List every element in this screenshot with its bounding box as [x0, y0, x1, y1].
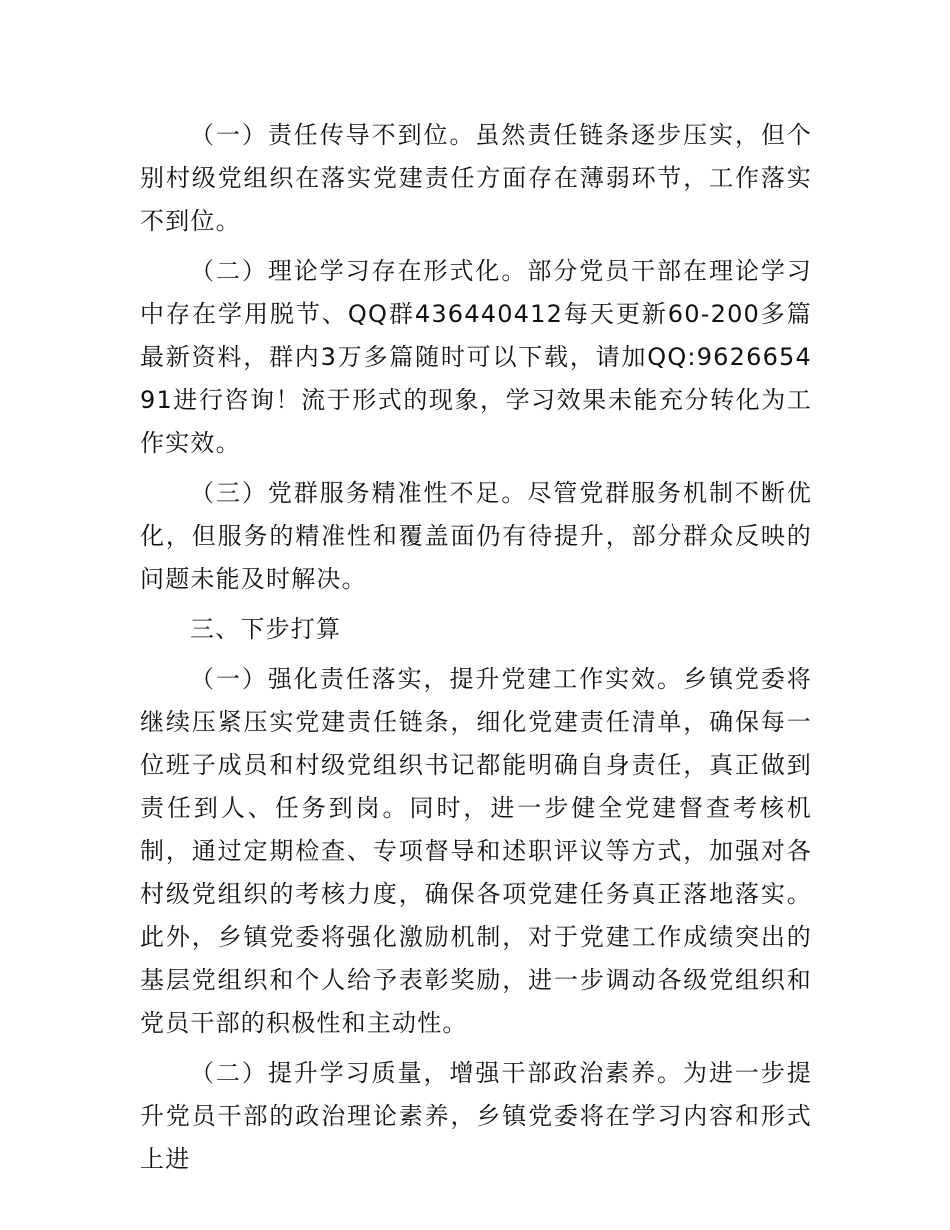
paragraph-service-precision: （三）党群服务精准性不足。尽管党群服务机制不断优化，但服务的精准性和覆盖面仍有待提升，部分群众反映的问题未能及时解决。: [140, 479, 812, 593]
document-body: [140, 114, 812, 1188]
paragraph-improve-study-quality: （二）提升学习质量，增强干部政治素养。为进一步提升党员干部的政治理论素养，乡镇党委将在学习内容和形式上进: [140, 1059, 812, 1173]
paragraph-responsibility-transmission: （一）责任传导不到位。虽然责任链条逐步压实，但个别村级党组织在落实党建责任方面存在薄弱环节，工作落实不到位。: [140, 121, 812, 235]
paragraph-theory-study: （二）理论学习存在形式化。部分党员干部在理论学习中存在学用脱节、QQ群436440412每天更新60-200多篇最新资料，群内3万多篇随时可以下载，请加QQ:962665491进行咨询！流于形式的现象，学习效果未能充分转化为工作实效。: [140, 257, 812, 457]
section-heading-next-plans: 三、下步打算: [190, 615, 342, 643]
paragraph-strengthen-responsibility: （一）强化责任落实，提升党建工作实效。乡镇党委将继续压紧压实党建责任链条，细化党建责任清单，确保每一位班子成员和村级党组织书记都能明确自身责任，真正做到责任到人、任务到岗。同时，进一步健全党建督查考核机制，通过定期检查、专项督导和述职评议等方式，加强对各村级党组织的考核力度，确保各项党建任务真正落地落实。此外，乡镇党委将强化激励机制，对于党建工作成绩突出的基层党组织和个人给予表彰奖励，进一步调动各级党组织和党员干部的积极性和主动性。: [140, 665, 812, 1037]
